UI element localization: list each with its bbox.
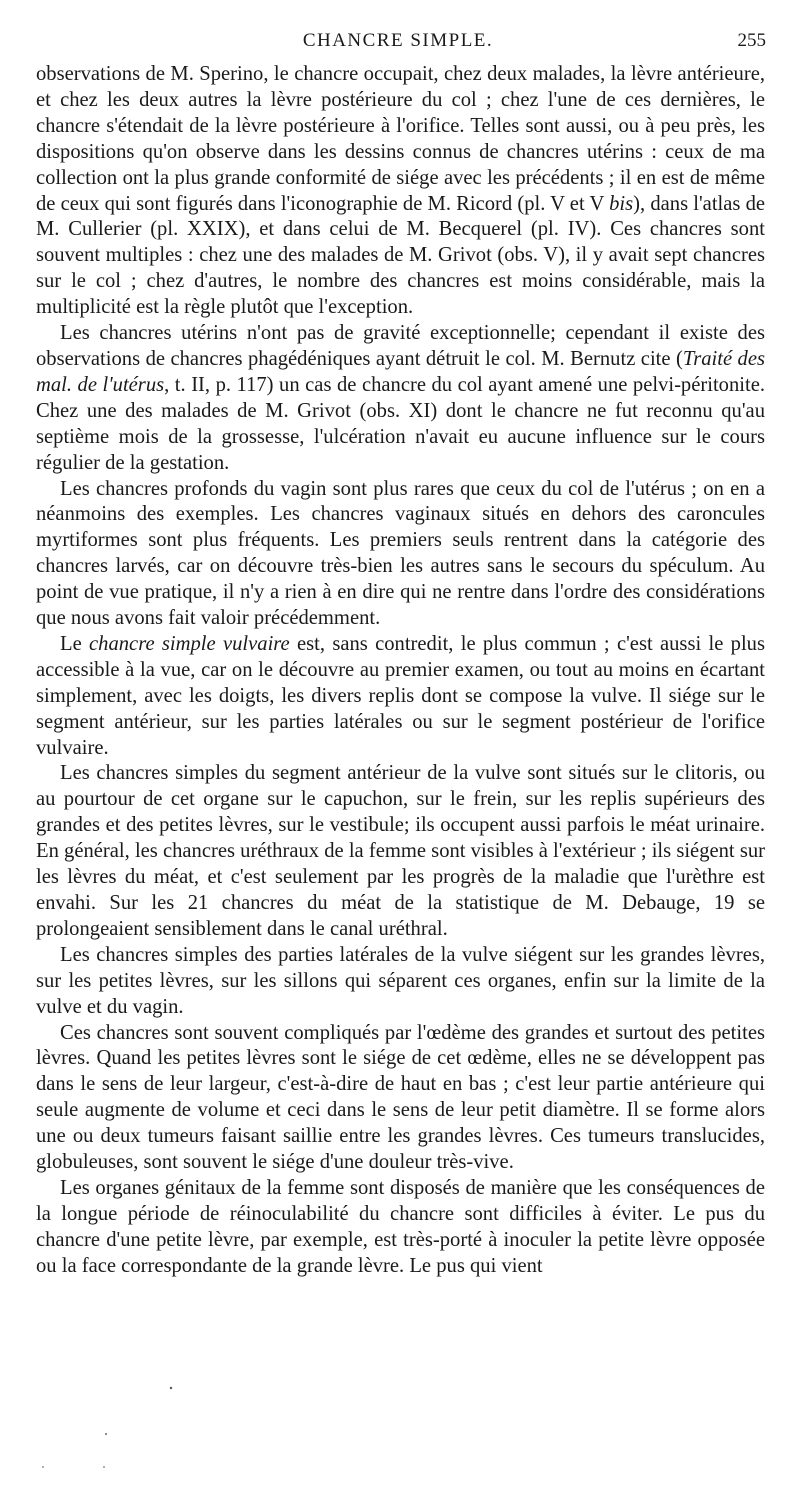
- text-run: est, sans contredit, le plus commun ; c'est aussi le plus accessible à la vue, car on le découvre au premier examen, ou tout au moins en écartant simplement, avec les doigts, les divers replis dont se compose la vulve. Il siége sur le segment antérieur, sur les parties latérales ou sur le segment postérieur de l'orifice vulvaire.: [36, 632, 765, 759]
- body-paragraph: [36, 761, 765, 942]
- body-paragraph: [36, 1176, 765, 1280]
- ink-speck: [170, 1387, 172, 1389]
- ink-speck: [42, 1466, 44, 1468]
- italic-text-run: chancre simple vulvaire: [89, 632, 290, 655]
- text-run: ), dans l'atlas de M. Cullerier (pl. XXIX), et dans celui de M. Becquerel (pl. IV). Ces chancres sont souvent multiples : chez une des malades de M. Grivot (obs. V), il y avait sept chancres sur le col ; chez d'autres, le nombre des chancres est moins considérable, mais la multiplicité est la règle plutôt que l'exception.: [36, 192, 766, 319]
- ink-speck: [103, 1466, 105, 1468]
- italic-text-run: bis: [609, 192, 634, 215]
- text-run: , t. II, p. 117) un cas de chancre du col ayant amené une pelvi-péritonite. Chez une des malades de M. Grivot (obs. XI) dont le chancre ne fut reconnu qu'au septième mois de la grossesse, l'ulcération n'avait eu aucune influence sur le cours régulier de la gestation.: [36, 373, 765, 474]
- text-run: Les organes génitaux de la femme sont disposés de manière que les conséquences de la longue période de réinoculabilité du chancre sont difficiles à éviter. Le pus du chancre d'une petite lèvre, par exemple, est très-porté à inoculer la petite lèvre opposée ou la face correspondante de la grande lèvre. Le pus qui vient: [36, 1176, 765, 1277]
- body-paragraph: [36, 1021, 765, 1176]
- body-paragraph: [36, 632, 765, 762]
- text-run: Les chancres simples des parties latérales de la vulve siégent sur les grandes lèvres, sur les petites lèvres, sur les sillons qui séparent ces organes, enfin sur la limite de la vulve et du vagin.: [36, 943, 765, 1018]
- text-run: Ces chancres sont souvent compliqués par l'œdème des grandes et surtout des petites lèvres. Quand les petites lèvres sont le siége de cet œdème, elles ne se développent pas dans le sens de leur largeur, c'est-à-dire de haut en bas ; c'est leur partie antérieure qui seule augmente de volume et ceci dans le sens de leur petit diamètre. Il se forme alors une ou deux tumeurs faisant saillie entre les grandes lèvres. Ces tumeurs translucides, globuleuses, sont souvent le siége d'une douleur très-vive.: [36, 1021, 765, 1174]
- text-run: Les chancres utérins n'ont pas de gravité exceptionnelle; cependant il existe des observations de chancres phagédéniques ayant détruit le col. M. Bernutz cite (: [36, 322, 765, 370]
- body-text: [36, 62, 765, 1280]
- body-paragraph: [36, 321, 765, 476]
- running-head: [30, 30, 766, 56]
- text-run: observations de M. Sperino, le chancre occupait, chez deux malades, la lèvre antérieure, et chez les deux autres la lèvre postérieure du col ; chez l'une de ces dernières, le chancre s'étendait de la lèvre postérieure à l'orifice. Telles sont aussi, ou à peu près, les dispositions qu'on observe dans les dessins connus de chancres utérins : ceux de ma collection ont la plus grande conformité de siége avec les précédents ; il en est de même de ceux qui sont figurés dans l'iconographie de M. Ricord (pl. V et V: [36, 63, 765, 215]
- ink-speck: [105, 1433, 107, 1435]
- page-number: 255: [737, 30, 766, 51]
- text-run: Le: [60, 632, 90, 655]
- body-paragraph: [36, 62, 765, 321]
- text-run: Les chancres profonds du vagin sont plus rares que ceux du col de l'utérus ; on en a néanmoins des exemples. Les chancres vaginaux situés en dehors des caroncules myrtiformes sont plus fréquents. Les premiers seuls rentrent dans la catégorie des chancres larvés, car on découvre très-bien les autres sans le secours du spéculum. Au point de vue pratique, il n'y a rien à en dire qui ne rentre dans l'ordre des considérations que nous avons fait valoir précédemment.: [36, 477, 765, 630]
- body-paragraph: [36, 477, 765, 632]
- italic-text-run: Traité des mal. de l'utérus: [36, 347, 766, 396]
- text-run: Les chancres simples du segment antérieur de la vulve sont situés sur le clitoris, ou au pourtour de cet organe sur le capuchon, sur le frein, sur les replis supérieurs des grandes et des petites lèvres, sur le vestibule; ils occupent aussi parfois le méat urinaire. En général, les chancres uréthraux de la femme sont visibles à l'extérieur ; ils siégent sur les lèvres du méat, et c'est seulement par les progrès de la maladie que l'urèthre est envahi. Sur les 21 chancres du méat de la statistique de M. Debauge, 19 se prolongeaient sensiblement dans le canal uréthral.: [36, 762, 765, 940]
- body-paragraph: [36, 943, 765, 1021]
- running-title: CHANCRE SIMPLE.: [302, 30, 494, 51]
